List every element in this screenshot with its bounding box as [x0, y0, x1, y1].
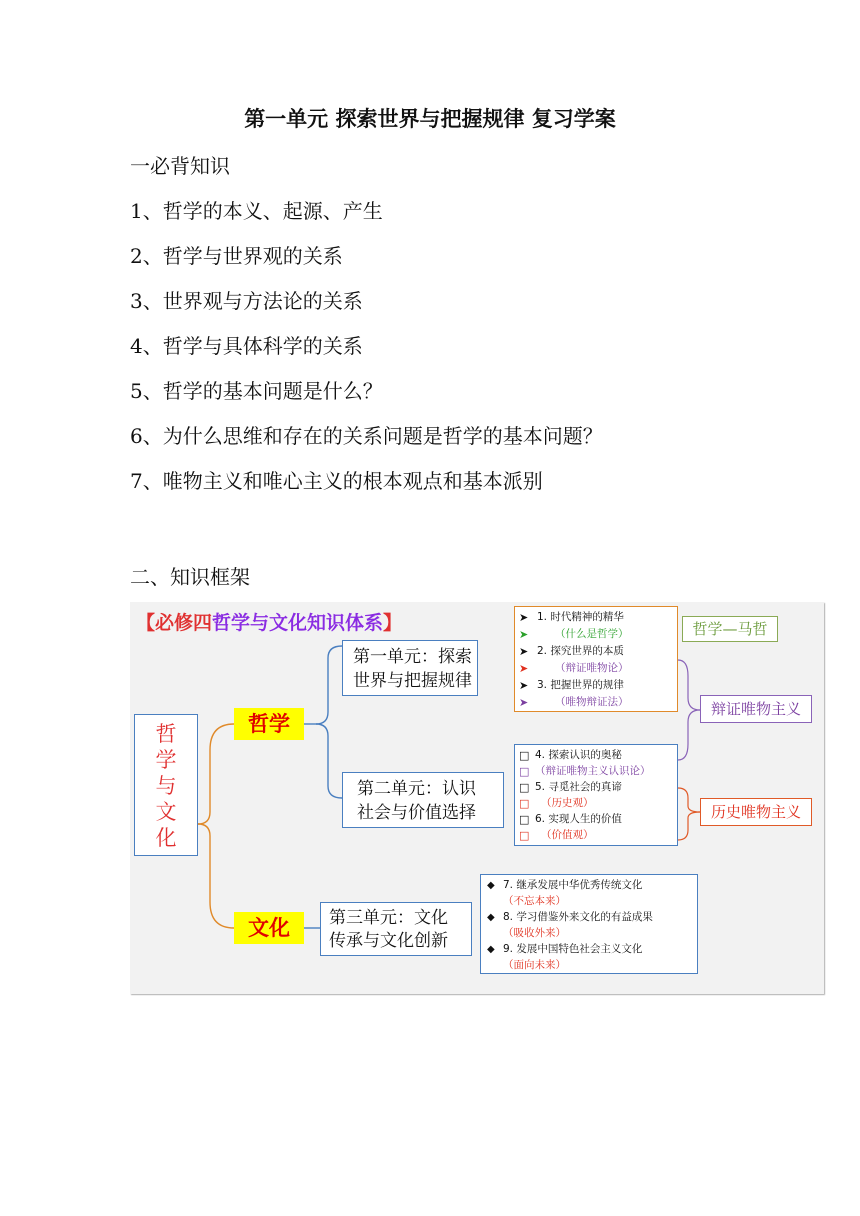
- unit3-box: [320, 902, 472, 956]
- unit2-line1: 第二单元：认识: [357, 779, 476, 799]
- title-part-system: 哲学与文化知识体系: [212, 612, 384, 634]
- page-title: 第一单元 探索世界与把握规律 复习学案: [244, 106, 616, 131]
- arrow-bullet-icon: ➤: [519, 628, 529, 641]
- list-item: （唯物辩证法）: [555, 696, 629, 708]
- unit1-line2: 世界与把握规律: [353, 671, 472, 691]
- list-item: 5. 寻觅社会的真谛: [535, 781, 622, 793]
- diagram-title: [136, 608, 402, 635]
- unit1-line1: 第一单元：探索: [353, 647, 472, 667]
- unit3-line2: 传承与文化创新: [329, 931, 448, 951]
- diamond-bullet-icon: ◆: [487, 944, 495, 955]
- list-item: （辩证唯物论）: [555, 662, 629, 674]
- label-marxist-philosophy: 哲学—马哲: [682, 616, 778, 642]
- label-dialectical-materialism: 辩证唯物主义: [700, 695, 812, 723]
- diamond-bullet-icon: ◆: [487, 912, 495, 923]
- root-char: 与: [155, 774, 177, 798]
- unit1-items-box: [514, 606, 678, 712]
- root-char: 化: [155, 826, 177, 850]
- root-box: [134, 714, 198, 856]
- arrow-bullet-icon: ➤: [519, 696, 529, 709]
- square-bullet-icon: □: [519, 813, 530, 826]
- arrow-bullet-icon: ➤: [519, 645, 529, 658]
- list-item: （历史观）: [541, 797, 594, 809]
- list-item: 1. 时代精神的精华: [537, 611, 624, 623]
- root-char: 文: [155, 800, 177, 824]
- list-item: 8. 学习借鉴外来文化的有益成果: [503, 911, 653, 923]
- list-item: （辩证唯物主义认识论）: [535, 765, 651, 777]
- list-item: （吸收外来）: [503, 927, 566, 939]
- knowledge-framework-diagram: [130, 602, 824, 994]
- title-bracket-close: 】: [383, 612, 403, 634]
- title-bracket-open: 【: [136, 612, 156, 634]
- unit3-line1: 第三单元：文化: [329, 908, 448, 928]
- list-item: （不忘本来）: [503, 895, 566, 907]
- unit2-items-box: [514, 744, 678, 846]
- list-item: 3、世界观与方法论的关系: [130, 289, 363, 313]
- list-item: 6. 实现人生的价值: [535, 813, 622, 825]
- list-item: （什么是哲学）: [555, 628, 629, 640]
- square-bullet-icon: □: [519, 829, 530, 842]
- root-char: 学: [155, 748, 177, 772]
- branch-culture: 文化: [234, 912, 304, 944]
- square-bullet-icon: □: [519, 781, 530, 794]
- list-item: 9. 发展中国特色社会主义文化: [503, 943, 643, 955]
- list-item: 3. 把握世界的规律: [537, 679, 624, 691]
- list-item: 1、哲学的本义、起源、产生: [130, 199, 383, 223]
- square-bullet-icon: □: [519, 765, 530, 778]
- arrow-bullet-icon: ➤: [519, 662, 529, 675]
- square-bullet-icon: □: [519, 797, 530, 810]
- section-heading-must-know: 一必背知识: [130, 154, 230, 178]
- square-bullet-icon: □: [519, 749, 530, 762]
- list-item: （面向未来）: [503, 959, 566, 971]
- branch-philosophy: 哲学: [234, 708, 304, 740]
- list-item: 7、唯物主义和唯心主义的根本观点和基本派别: [130, 469, 543, 493]
- title-part-required: 必修四: [155, 612, 213, 634]
- arrow-bullet-icon: ➤: [519, 679, 529, 692]
- list-item: 7. 继承发展中华优秀传统文化: [503, 879, 643, 891]
- list-item: 6、为什么思维和存在的关系问题是哲学的基本问题？: [130, 424, 603, 448]
- arrow-bullet-icon: ➤: [519, 611, 529, 624]
- list-item: 4. 探索认识的奥秘: [535, 749, 622, 761]
- section-heading-framework: 二、知识框架: [130, 565, 250, 589]
- unit2-line2: 社会与价值选择: [357, 803, 476, 823]
- label-historical-materialism: 历史唯物主义: [700, 798, 812, 826]
- list-item: 2. 探究世界的本质: [537, 645, 624, 657]
- list-item: 4、哲学与具体科学的关系: [130, 334, 363, 358]
- unit2-box: [342, 772, 504, 828]
- diamond-bullet-icon: ◆: [487, 880, 495, 891]
- list-item: 2、哲学与世界观的关系: [130, 244, 343, 268]
- unit3-items-box: [480, 874, 698, 974]
- list-item: 5、哲学的基本问题是什么？: [130, 379, 383, 403]
- root-char: 哲: [155, 722, 177, 746]
- unit1-box: [342, 640, 478, 696]
- list-item: （价值观）: [541, 829, 594, 841]
